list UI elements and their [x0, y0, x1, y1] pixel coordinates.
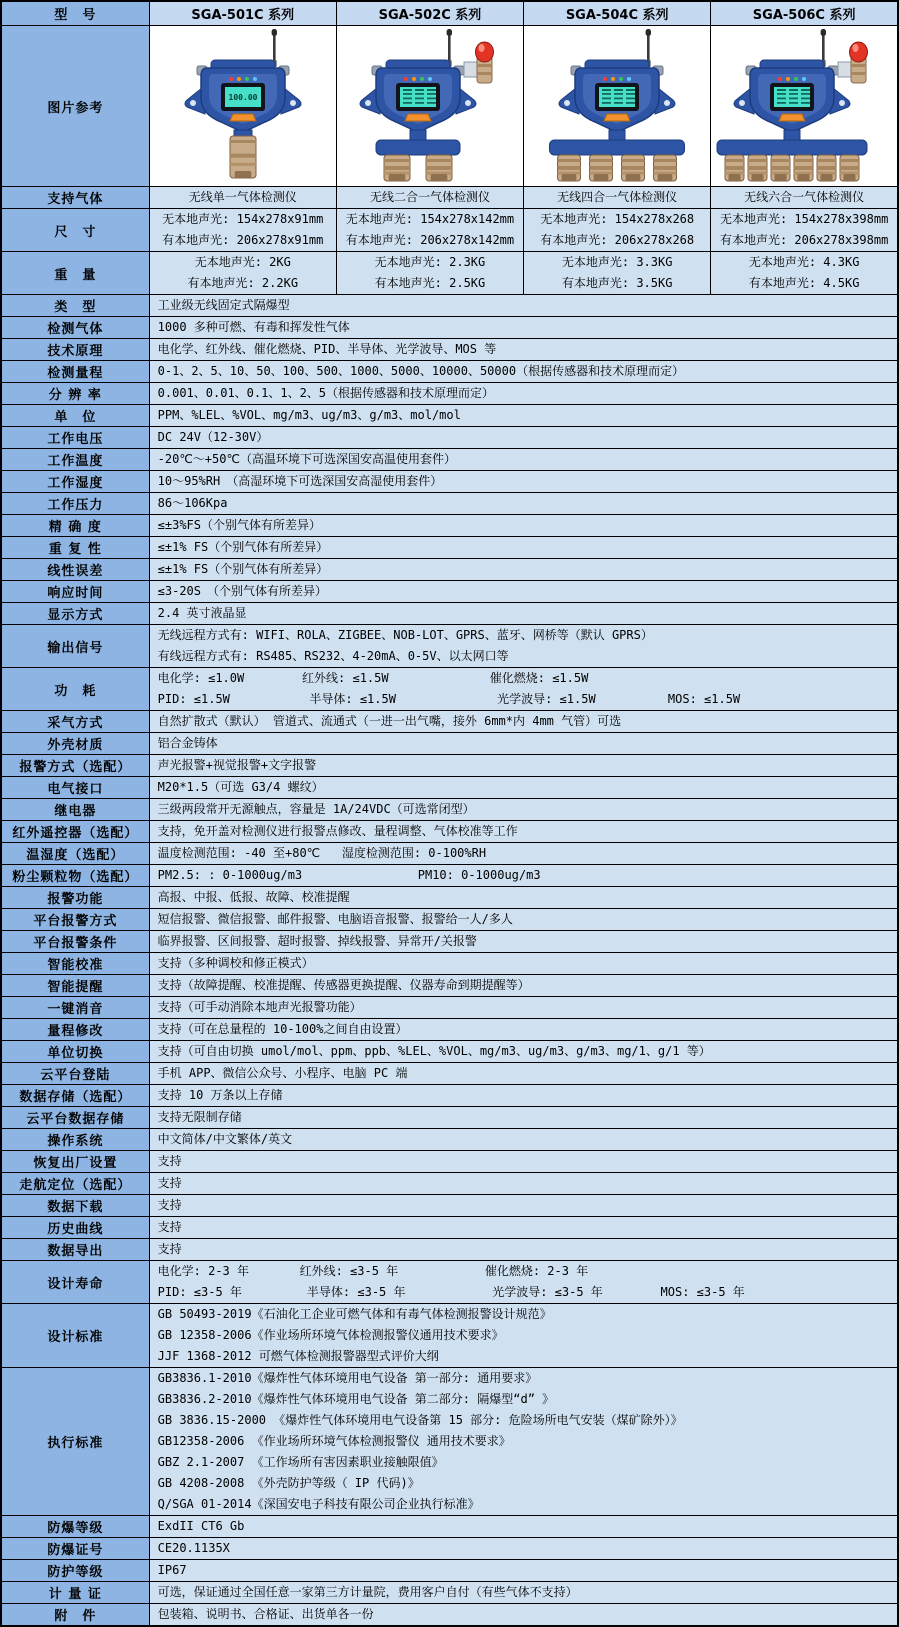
row-label: 智能提醒	[1, 975, 149, 997]
spec-line: GB3836.2-2010《爆炸性气体环境用电气设备 第二部分: 隔爆型“d” 》	[157, 1392, 555, 1406]
spec-row	[1, 559, 898, 581]
spec-line: 支持（可在总量程的 10-100%之间自由设置）	[157, 1022, 408, 1036]
row-label: 工作温度	[1, 449, 149, 471]
spec-line: ≤3-20S （个别气体有所差异）	[157, 584, 328, 598]
spec-row	[1, 427, 898, 449]
row-label: 分 辨 率	[1, 383, 149, 405]
row-label: 单 位	[1, 405, 149, 427]
spec-row	[1, 187, 898, 209]
row-label: 平台报警方式	[1, 909, 149, 931]
product-image-cell	[524, 26, 711, 187]
spec-value	[149, 1173, 898, 1195]
spec-value	[711, 252, 898, 295]
spec-row	[1, 383, 898, 405]
row-label: 防爆证号	[1, 1538, 149, 1560]
spec-value	[149, 865, 898, 887]
spec-row	[1, 603, 898, 625]
spec-row	[1, 931, 898, 953]
spec-row	[1, 625, 898, 668]
spec-line: GB12358-2006 《作业场所环境气体检测报警仪 通用技术要求》	[157, 1434, 511, 1448]
row-label: 显示方式	[1, 603, 149, 625]
row-label: 粉尘颗粒物（选配）	[1, 865, 149, 887]
spec-line: 声光报警+视觉报警+文字报警	[157, 758, 317, 772]
row-label: 一键消音	[1, 997, 149, 1019]
spec-table-body	[1, 1, 898, 1626]
spec-line: -20℃～+50℃（高温环境下可选深国安高温使用套件）	[157, 452, 456, 466]
row-label: 响应时间	[1, 581, 149, 603]
spec-line: 有本地声光: 3.5KG	[561, 276, 673, 290]
spec-value	[711, 209, 898, 252]
spec-row	[1, 405, 898, 427]
spec-value	[149, 1041, 898, 1063]
sga-501c-detector-image	[150, 26, 336, 182]
spec-row	[1, 209, 898, 252]
spec-value	[149, 1239, 898, 1261]
spec-line: 86～106Kpa	[157, 496, 228, 510]
row-label: 量程修改	[1, 1019, 149, 1041]
spec-line: 10～95%RH （高湿环境下可选深国安高湿使用套件）	[157, 474, 443, 488]
row-label: 数据导出	[1, 1239, 149, 1261]
row-label: 重 复 性	[1, 537, 149, 559]
spec-row	[1, 953, 898, 975]
image-row	[1, 26, 898, 187]
row-label: 支持气体	[1, 187, 149, 209]
spec-row	[1, 975, 898, 997]
spec-line: 1000 多种可燃、有毒和挥发性气体	[157, 320, 350, 334]
spec-row	[1, 1129, 898, 1151]
spec-line: 可选，保证通过全国任意一家第三方计量院，费用客户自付（有些气体不支持）	[157, 1585, 578, 1599]
spec-value	[149, 1151, 898, 1173]
spec-line: 无线六合一气体检测仪	[744, 190, 865, 204]
row-label: 平台报警条件	[1, 931, 149, 953]
row-label: 单位切换	[1, 1041, 149, 1063]
spec-line: 电化学: 2-3 年 红外线: ≤3-5 年 催化燃烧: 2-3 年	[157, 1264, 589, 1278]
row-label: 类 型	[1, 295, 149, 317]
spec-line: 临界报警、区间报警、超时报警、掉线报警、异常开/关报警	[157, 934, 477, 948]
spec-line: 支持	[157, 1176, 182, 1190]
spec-value	[149, 1019, 898, 1041]
spec-line: ≤±1% FS（个别气体有所差异）	[157, 540, 329, 554]
spec-row	[1, 295, 898, 317]
spec-line: 支持（可手动消除本地声光报警功能）	[157, 1000, 362, 1014]
spec-value	[149, 1085, 898, 1107]
row-label: 历史曲线	[1, 1217, 149, 1239]
row-label: 精 确 度	[1, 515, 149, 537]
spec-value	[149, 821, 898, 843]
spec-line: ≤±1% FS（个别气体有所差异）	[157, 562, 329, 576]
spec-line: CE20.1135X	[157, 1541, 230, 1555]
svg-text:100.00: 100.00	[228, 93, 258, 102]
spec-row	[1, 317, 898, 339]
spec-value	[524, 252, 711, 295]
sga-502c-detector-image	[337, 26, 523, 182]
spec-value	[149, 887, 898, 909]
spec-line: GBZ 2.1-2007 《工作场所有害因素职业接触限值》	[157, 1455, 444, 1469]
spec-value	[149, 471, 898, 493]
spec-row	[1, 252, 898, 295]
spec-line: 无本地声光: 3.3KG	[561, 255, 673, 269]
spec-value	[149, 733, 898, 755]
spec-line: 有本地声光: 206x278x91mm	[162, 233, 324, 247]
spec-value	[149, 559, 898, 581]
row-label: 继电器	[1, 799, 149, 821]
spec-line: 无本地声光: 154x278x142mm	[345, 212, 515, 226]
spec-row	[1, 581, 898, 603]
row-label: 设计寿命	[1, 1261, 149, 1304]
spec-value	[149, 515, 898, 537]
spec-value	[149, 711, 898, 733]
spec-value	[149, 383, 898, 405]
spec-row	[1, 668, 898, 711]
spec-value	[149, 405, 898, 427]
spec-line: 电化学: ≤1.0W 红外线: ≤1.5W 催化燃烧: ≤1.5W	[157, 671, 589, 685]
spec-value	[149, 668, 898, 711]
spec-value	[149, 252, 336, 295]
spec-line: 工业级无线固定式隔爆型	[157, 298, 290, 312]
spec-value	[149, 931, 898, 953]
spec-value	[149, 603, 898, 625]
spec-row	[1, 339, 898, 361]
spec-line: GB3836.1-2010《爆炸性气体环境用电气设备 第一部分: 通用要求》	[157, 1371, 538, 1385]
spec-line: 有本地声光: 2.5KG	[374, 276, 486, 290]
spec-value	[149, 187, 336, 209]
row-label: 线性误差	[1, 559, 149, 581]
spec-row	[1, 361, 898, 383]
spec-value	[149, 317, 898, 339]
spec-line: 有本地声光: 206x278x398mm	[719, 233, 889, 247]
row-label: 技术原理	[1, 339, 149, 361]
row-label: 功 耗	[1, 668, 149, 711]
spec-row	[1, 843, 898, 865]
row-label: 附 件	[1, 1604, 149, 1627]
row-label: 检测量程	[1, 361, 149, 383]
spec-line: 支持（多种调校和修正模式）	[157, 956, 314, 970]
spec-line: 支持（可自由切换 umol/mol、ppm、ppb、%LEL、%VOL、mg/m3、ug/m3、g/m3、mg/1、g/1 等）	[157, 1044, 711, 1058]
row-label: 检测气体	[1, 317, 149, 339]
row-label: 重 量	[1, 252, 149, 295]
spec-line: 无本地声光: 2KG	[194, 255, 291, 269]
row-label: 防爆等级	[1, 1516, 149, 1538]
spec-line: 支持	[157, 1198, 182, 1212]
spec-value	[524, 187, 711, 209]
spec-line: PPM、%LEL、%VOL、mg/m3、ug/m3、g/m3、mol/mol	[157, 408, 461, 422]
spec-value	[149, 1604, 898, 1627]
row-label: 尺 寸	[1, 209, 149, 252]
spec-line: PM2.5: : 0-1000ug/m3 PM10: 0-1000ug/m3	[157, 868, 541, 882]
row-label: 云平台登陆	[1, 1063, 149, 1085]
row-label: 数据下载	[1, 1195, 149, 1217]
spec-row	[1, 711, 898, 733]
row-label: 执行标准	[1, 1368, 149, 1516]
spec-value	[149, 799, 898, 821]
spec-value	[149, 1516, 898, 1538]
spec-line: 无本地声光: 154x278x268	[540, 212, 695, 226]
spec-line: 支持	[157, 1154, 182, 1168]
spec-value	[149, 1195, 898, 1217]
spec-line: M20*1.5（可选 G3/4 螺纹）	[157, 780, 324, 794]
spec-value	[149, 1107, 898, 1129]
row-label: 温湿度（选配）	[1, 843, 149, 865]
spec-row	[1, 493, 898, 515]
spec-row	[1, 1151, 898, 1173]
row-label: 报警方式（选配）	[1, 755, 149, 777]
spec-row	[1, 733, 898, 755]
spec-line: GB 50493-2019《石油化工企业可燃气体和有毒气体检测报警设计规范》	[157, 1307, 552, 1321]
spec-row	[1, 1195, 898, 1217]
spec-value	[149, 427, 898, 449]
row-label: 输出信号	[1, 625, 149, 668]
spec-value	[524, 209, 711, 252]
spec-line: 支持	[157, 1242, 182, 1256]
spec-line: DC 24V（12-30V）	[157, 430, 269, 444]
spec-line: 0.001、0.01、0.1、1、2、5（根据传感器和技术原理而定）	[157, 386, 495, 400]
spec-value	[149, 777, 898, 799]
spec-line: 无本地声光: 2.3KG	[374, 255, 486, 269]
spec-value	[149, 625, 898, 668]
row-label: 工作电压	[1, 427, 149, 449]
spec-row	[1, 1019, 898, 1041]
spec-line: 有本地声光: 206x278x142mm	[345, 233, 515, 247]
spec-row	[1, 1217, 898, 1239]
spec-line: IP67	[157, 1563, 187, 1577]
spec-row	[1, 449, 898, 471]
spec-row	[1, 1063, 898, 1085]
model-header-3: SGA-504C 系列	[524, 1, 711, 26]
spec-line: 无本地声光: 154x278x91mm	[162, 212, 324, 226]
spec-line: 中文简体/中文繁体/英文	[157, 1132, 293, 1146]
spec-line: GB 12358-2006《作业场所环境气体检测报警仪通用技术要求》	[157, 1328, 504, 1342]
spec-row	[1, 1107, 898, 1129]
row-label: 设计标准	[1, 1304, 149, 1368]
model-header-label: 型 号	[1, 1, 149, 26]
row-label: 防护等级	[1, 1560, 149, 1582]
spec-line: GB 4208-2008 《外壳防护等级（ IP 代码)》	[157, 1476, 420, 1490]
spec-row	[1, 865, 898, 887]
spec-line: 无线四合一气体检测仪	[557, 190, 678, 204]
spec-value	[149, 449, 898, 471]
spec-line: 无本地声光: 154x278x398mm	[719, 212, 889, 226]
spec-row	[1, 821, 898, 843]
spec-value	[149, 339, 898, 361]
spec-line: PID: ≤3-5 年 半导体: ≤3-5 年 光学波导: ≤3-5 年 MOS: ≤3-5 年	[157, 1285, 745, 1299]
spec-value	[149, 975, 898, 997]
spec-row	[1, 1516, 898, 1538]
spec-line: 支持	[157, 1220, 182, 1234]
spec-value	[149, 1304, 898, 1368]
spec-row	[1, 1604, 898, 1627]
spec-row	[1, 515, 898, 537]
spec-line: JJF 1368-2012 可燃气体检测报警器型式评价大纲	[157, 1349, 439, 1363]
spec-row	[1, 887, 898, 909]
spec-row	[1, 537, 898, 559]
row-label: 工作湿度	[1, 471, 149, 493]
spec-line: Q/SGA 01-2014《深国安电子科技有限公司企业执行标准》	[157, 1497, 480, 1511]
spec-row	[1, 1304, 898, 1368]
spec-value	[149, 755, 898, 777]
model-header-4: SGA-506C 系列	[711, 1, 898, 26]
model-header-1: SGA-501C 系列	[149, 1, 336, 26]
spec-row	[1, 755, 898, 777]
spec-row	[1, 1582, 898, 1604]
product-image-cell	[336, 26, 523, 187]
spec-value	[149, 361, 898, 383]
row-label: 云平台数据存储	[1, 1107, 149, 1129]
row-label: 图片参考	[1, 26, 149, 187]
spec-row	[1, 997, 898, 1019]
spec-line: 无线二合一气体检测仪	[369, 190, 490, 204]
spec-line: 包装箱、说明书、合格证、出货单各一份	[157, 1607, 374, 1621]
row-label: 电气接口	[1, 777, 149, 799]
spec-row	[1, 1173, 898, 1195]
spec-line: 有线远程方式有: RS485、RS232、4-20mA、0-5V、以太网口等	[157, 649, 509, 663]
spec-line: 手机 APP、微信公众号、小程序、电脑 PC 端	[157, 1066, 408, 1080]
spec-row	[1, 1538, 898, 1560]
sga-506c-detector-image	[711, 26, 897, 182]
spec-line: GB 3836.15-2000 《爆炸性气体环境用电气设备第 15 部分: 危险场所电气安装（煤矿除外）》	[157, 1413, 683, 1427]
row-label: 报警功能	[1, 887, 149, 909]
spec-value	[711, 187, 898, 209]
spec-value	[149, 909, 898, 931]
spec-line: ≤±3%FS（个别气体有所差异）	[157, 518, 322, 532]
spec-value	[149, 1217, 898, 1239]
row-label: 智能校准	[1, 953, 149, 975]
spec-line: 短信报警、微信报警、邮件报警、电脑语音报警、报警给一人/多人	[157, 912, 513, 926]
spec-line: 高报、中报、低报、故障、校准提醒	[157, 890, 350, 904]
spec-row	[1, 799, 898, 821]
spec-value	[149, 209, 336, 252]
spec-value	[336, 252, 523, 295]
spec-row	[1, 1041, 898, 1063]
spec-value	[149, 493, 898, 515]
spec-line: 无线单一气体检测仪	[188, 190, 297, 204]
spec-line: 支持，免开盖对检测仪进行报警点修改、量程调整、气体校准等工作	[157, 824, 518, 838]
spec-value	[149, 537, 898, 559]
spec-line: 0-1、2、5、10、50、100、500、1000、5000、10000、50000（根据传感器和技术原理而定）	[157, 364, 685, 378]
spec-row	[1, 1560, 898, 1582]
spec-line: 铝合金铸体	[157, 736, 218, 750]
spec-line: 支持无限制存储	[157, 1110, 242, 1124]
spec-value	[149, 1582, 898, 1604]
model-header-2: SGA-502C 系列	[336, 1, 523, 26]
spec-value	[149, 1063, 898, 1085]
spec-value	[149, 295, 898, 317]
spec-line: ExdII CT6 Gb	[157, 1519, 245, 1533]
spec-row	[1, 909, 898, 931]
spec-value	[336, 187, 523, 209]
row-label: 外壳材质	[1, 733, 149, 755]
row-label: 恢复出厂设置	[1, 1151, 149, 1173]
spec-row	[1, 471, 898, 493]
spec-value	[149, 581, 898, 603]
spec-line: 支持 10 万条以上存储	[157, 1088, 283, 1102]
row-label: 红外遥控器（选配）	[1, 821, 149, 843]
row-label: 采气方式	[1, 711, 149, 733]
spec-line: 有本地声光: 2.2KG	[187, 276, 299, 290]
row-label: 工作压力	[1, 493, 149, 515]
spec-value	[149, 1538, 898, 1560]
spec-value	[149, 1560, 898, 1582]
row-label: 计 量 证	[1, 1582, 149, 1604]
spec-line: 电化学、红外线、催化燃烧、PID、半导体、光学波导、MOS 等	[157, 342, 497, 356]
row-label: 操作系统	[1, 1129, 149, 1151]
spec-line: 自然扩散式（默认） 管道式、流通式（一进一出气嘴，接外 6mm*内 4mm 气管）可选	[157, 714, 622, 728]
spec-row	[1, 1368, 898, 1516]
spec-line: PID: ≤1.5W 半导体: ≤1.5W 光学波导: ≤1.5W MOS: ≤1.5W	[157, 692, 741, 706]
spec-row	[1, 1261, 898, 1304]
product-image-cell	[711, 26, 898, 187]
spec-value	[149, 953, 898, 975]
spec-line: 有本地声光: 206x278x268	[540, 233, 695, 247]
spec-line: 温度检测范围: -40 至+80℃ 湿度检测范围: 0-100%RH	[157, 846, 487, 860]
row-label: 数据存储（选配）	[1, 1085, 149, 1107]
spec-row	[1, 1239, 898, 1261]
sga-504c-detector-image	[524, 26, 710, 182]
spec-value	[336, 209, 523, 252]
spec-value	[149, 1129, 898, 1151]
product-image-cell	[149, 26, 336, 187]
spec-value	[149, 1261, 898, 1304]
header-row	[1, 1, 898, 26]
spec-line: 支持（故障提醒、校准提醒、传感器更换提醒、仪器寿命到期提醒等）	[157, 978, 530, 992]
spec-row	[1, 777, 898, 799]
spec-row	[1, 1085, 898, 1107]
spec-line: 无线远程方式有: WIFI、ROLA、ZIGBEE、NOB-LOT、GPRS、蓝牙、网桥等（默认 GPRS）	[157, 628, 653, 642]
spec-line: 有本地声光: 4.5KG	[748, 276, 860, 290]
spec-value	[149, 1368, 898, 1516]
spec-value	[149, 997, 898, 1019]
spec-line: 无本地声光: 4.3KG	[748, 255, 860, 269]
spec-line: 三级两段常开无源触点，容量是 1A/24VDC（可选常闭型）	[157, 802, 475, 816]
spec-value	[149, 843, 898, 865]
spec-line: 2.4 英寸液晶显	[157, 606, 247, 620]
row-label: 走航定位（选配）	[1, 1173, 149, 1195]
